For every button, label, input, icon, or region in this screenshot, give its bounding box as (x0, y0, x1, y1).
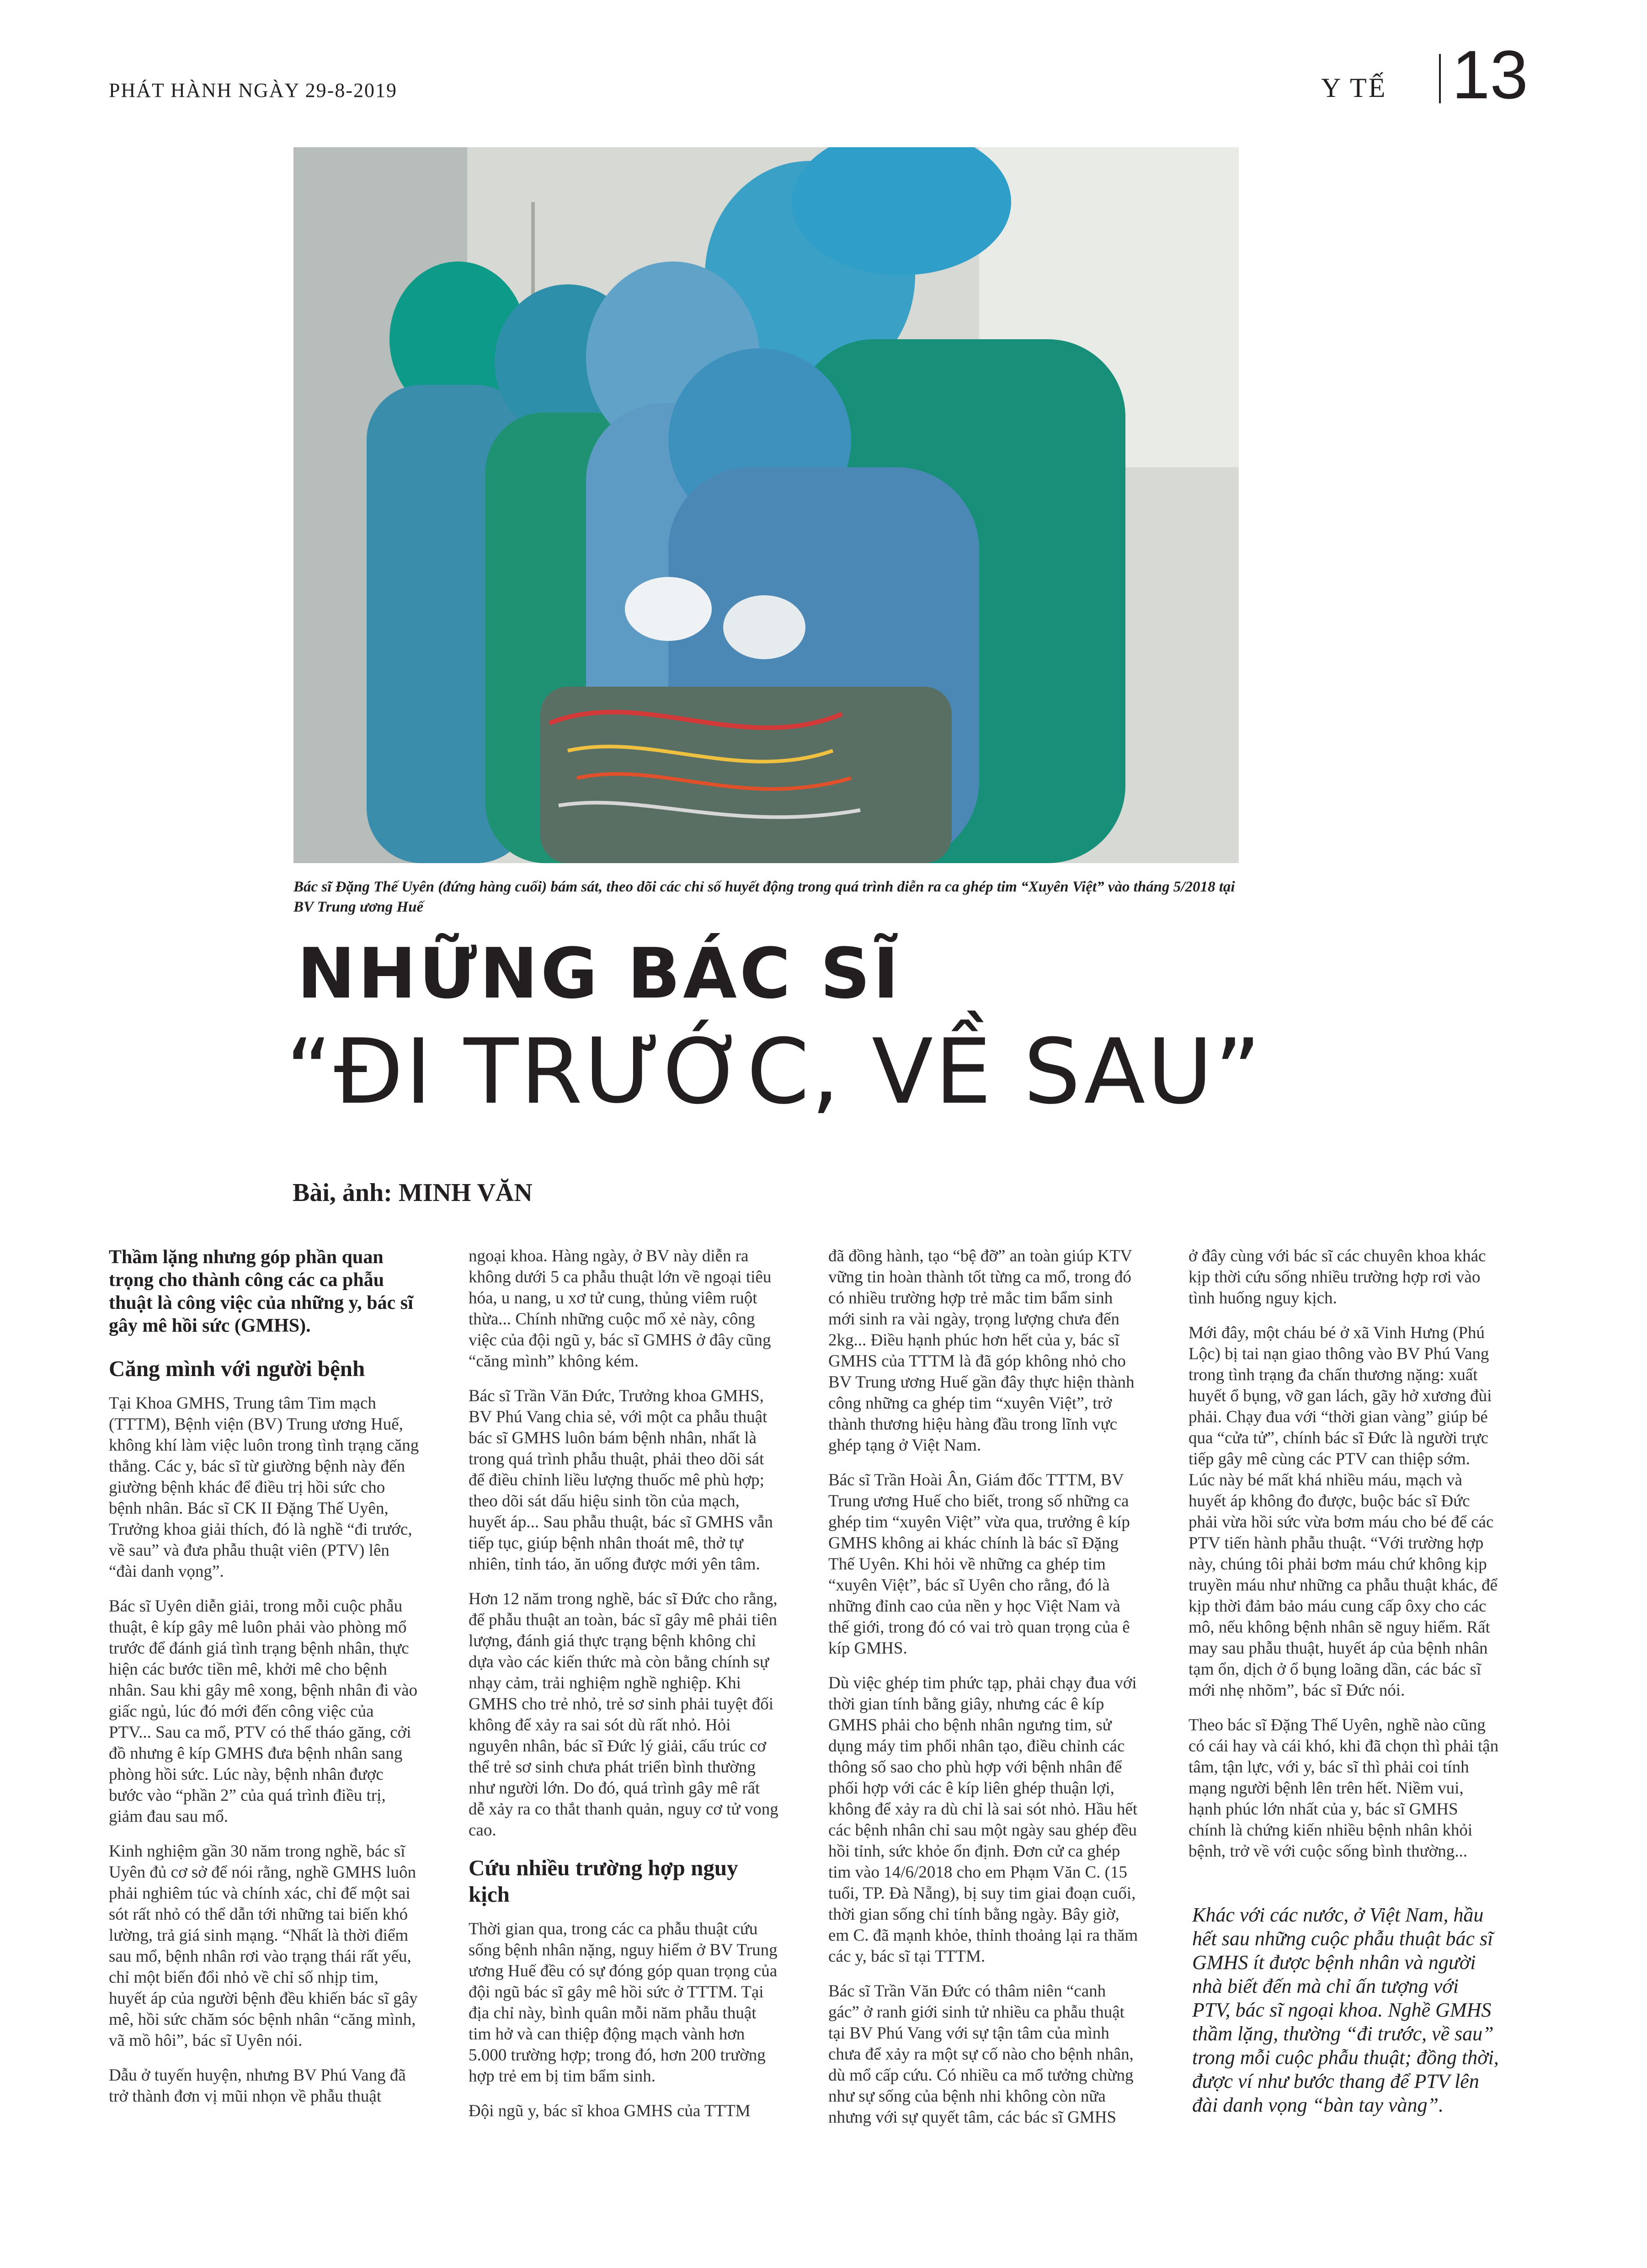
photo-caption: Bác sĩ Đặng Thế Uyên (đứng hàng cuối) bám sát, theo dõi các chỉ số huyết động trong quá trình diễn ra ca ghép tim “Xuyên Việt” vào tháng 5/2018 tại BV Trung ương Huế (293, 879, 1235, 915)
paragraph: Bác sĩ Trần Văn Đức, Trưởng khoa GMHS, BV Phú Vang chia sẻ, với một ca phẫu thuật bác sĩ GMHS luôn bám bệnh nhân, nhất là trong quá trình phẫu thuật, phải theo dõi sát để điều chỉnh liều lượng thuốc mê phù hợp; theo dõi sát dấu hiệu sinh tồn của mạch, huyết áp... Sau phẫu thuật, bác sĩ GMHS vẫn tiếp tục, giúp bệnh nhân thoát mê, thở tự nhiên, tỉnh táo, ăn uống được mới yên tâm. (469, 1387, 773, 1574)
header-divider (1439, 54, 1441, 103)
paragraph: đã đồng hành, tạo “bệ đỡ” an toàn giúp KTV vững tin hoàn thành tốt từng ca mổ, trong đó có nhiều trường hợp trẻ mắc tim bẩm sinh mới sinh ra vài ngày, trọng lượng chưa đến 2kg... Điều hạnh phúc hơn hết của y, bác sĩ GMHS của TTTM là đã góp không nhỏ cho BV Trung ương Huế gần đây thực hiện thành công những ca ghép tim “xuyên Việt”, trở thành thương hiệu hàng đầu trong lĩnh vực ghép tạng ở Việt Nam. (828, 1247, 1135, 1455)
article-column-3 (828, 1246, 1139, 2142)
paragraph: ngoại khoa. Hàng ngày, ở BV này diễn ra không dưới 5 ca phẫu thuật lớn về ngoại tiêu hóa, u nang, u xơ tử cung, thủng viêm ruột thừa... Chính những cuộc mổ xẻ này, công việc của đội ngũ y, bác sĩ GMHS ở đây cũng “căng mình” không kém. (469, 1247, 772, 1371)
paragraph: Bác sĩ Uyên diễn giải, trong mỗi cuộc phẫu thuật, ê kíp gây mê luôn phải vào phòng mổ trước để đánh giá tình trạng bệnh nhân, thực hiện các bước tiền mê, khởi mê cho bệnh nhân. Sau khi gây mê xong, bệnh nhân đi vào giấc ngủ, lúc đó mới đến công việc của PTV... Sau ca mổ, PTV có thể tháo găng, cởi đồ nhưng ê kíp GMHS đưa bệnh nhân sang phòng hồi sức. Lúc này, bệnh nhân được bước vào “phần 2” của quá trình điều trị, giảm đau sau mổ. (109, 1597, 418, 1826)
article-column-2 (469, 1246, 779, 2135)
subheading-2: Cứu nhiều trường hợp nguy kịch (469, 1855, 738, 1907)
article-column-1 (109, 1246, 420, 2121)
paragraph: Đội ngũ y, bác sĩ khoa GMHS của TTTM (469, 2102, 751, 2120)
pull-quote: Khác với các nước, ở Việt Nam, hầu hết sau những cuộc phẫu thuật bác sĩ GMHS ít được bệnh nhân và người nhà biết đến mà chỉ ấn tượng với PTV, bác sĩ ngoại khoa. Nghề GMHS thầm lặng, thường “đi trước, về sau” trong mỗi cuộc phẫu thuật; đồng thời, được ví như bước thang để PTV lên đài danh vọng “bàn tay vàng”. (1192, 1904, 1499, 2116)
paragraph: Thời gian qua, trong các ca phẫu thuật cứu sống bệnh nhân nặng, nguy hiểm ở BV Trung ương Huế đều có sự đóng góp quan trọng của đội ngũ bác sĩ gây mê hồi sức ở TTTM. Tại địa chỉ này, bình quân mỗi năm phẫu thuật tim hở và can thiệp động mạch vành hơn 5.000 trường hợp; trong đó, hơn 200 trường hợp trẻ em bị tim bẩm sinh. (469, 1920, 778, 2086)
release-date: PHÁT HÀNH NGÀY 29-8-2019 (109, 79, 397, 101)
page-number: 13 (1452, 36, 1528, 113)
paragraph: ở đây cùng với bác sĩ các chuyên khoa khác kịp thời cứu sống nhiều trường hợp rơi vào tình huống nguy kịch. (1189, 1247, 1486, 1307)
surgery-photo-illustration (293, 147, 1239, 863)
headline-line-1: NHỮNG BÁC SĨ (297, 933, 902, 1014)
subheading-1: Căng mình với người bệnh (109, 1356, 365, 1381)
surgery-photo (293, 147, 1239, 863)
paragraph: Bác sĩ Trần Hoài Ân, Giám đốc TTTM, BV Trung ương Huế cho biết, trong số những ca ghép tim “xuyên Việt” vừa qua, trưởng ê kíp GMHS không ai khác chính là bác sĩ Đặng Thế Uyên. Khi hỏi về những ca ghép tim “xuyên Việt”, bác sĩ Uyên cho rằng, đó là những đỉnh cao của nền y học Việt Nam và thế giới, trong đó có vai trò quan trọng của ê kíp GMHS. (828, 1471, 1130, 1658)
paragraph: Hơn 12 năm trong nghề, bác sĩ Đức cho rằng, để phẫu thuật an toàn, bác sĩ gây mê phải tiên lượng, đánh giá thực trạng bệnh không chỉ dựa vào các kiến thức mà còn bằng chính sự nhạy cảm, trải nghiệm nghề nghiệp. Khi GMHS cho trẻ nhỏ, trẻ sơ sinh phải tuyệt đối không để xảy ra sai sót dù rất nhỏ. Hỏi nguyên nhân, bác sĩ Đức lý giải, cấu trúc cơ thể trẻ sơ sinh chưa phát triển bình thường như người lớn. Do đó, quá trình gây mê rất dễ xảy ra co thắt thanh quản, nguy cơ tử vong cao. (469, 1590, 778, 1840)
article-column-4 (1189, 1246, 1499, 2131)
lead-paragraph: Thầm lặng nhưng góp phần quan trọng cho thành công các ca phẫu thuật là công việc của những y, bác sĩ gây mê hồi sức (GMHS). (109, 1247, 413, 1336)
section-name: Y TẾ (1321, 73, 1387, 103)
paragraph: Bác sĩ Trần Văn Đức có thâm niên “canh gác” ở ranh giới sinh tử nhiều ca phẫu thuật tại BV Phú Vang với sự tận tâm của mình chưa để xảy ra một sự cố nào cho bệnh nhân, dù mổ cấp cứu. Có nhiều ca mổ tưởng chừng như sự sống của bệnh nhi không còn nữa nhưng với sự quyết tâm, các bác sĩ GMHS (828, 1982, 1134, 2127)
paragraph: Tại Khoa GMHS, Trung tâm Tim mạch (TTTM), Bệnh viện (BV) Trung ương Huế, không khí làm việc luôn trong tình trạng căng thẳng. Các y, bác sĩ từ giường bệnh này đến giường bệnh khác để điều trị hồi sức cho bệnh nhân. Bác sĩ CK II Đặng Thế Uyên, Trưởng khoa giải thích, đó là nghề “đi trước, về sau” và đưa phẫu thuật viên (PTV) lên “đài danh vọng”. (109, 1394, 419, 1581)
headline-line-2: “ĐI TRƯỚC, VỀ SAU” (286, 1020, 1263, 1124)
paragraph: Theo bác sĩ Đặng Thế Uyên, nghề nào cũng có cái hay và cái khó, khi đã chọn thì phải tận tâm, tận lực, với y, bác sĩ thì phải coi tính mạng người bệnh lên trên hết. Niềm vui, hạnh phúc lớn nhất của y, bác sĩ GMHS chính là chứng kiến nhiều bệnh nhân khỏi bệnh, trở về với cuộc sống bình thường... (1189, 1716, 1499, 1861)
paragraph: Dẫu ở tuyến huyện, nhưng BV Phú Vang đã trở thành đơn vị mũi nhọn về phẫu thuật (109, 2066, 406, 2106)
paragraph: Kinh nghiệm gần 30 năm trong nghề, bác sĩ Uyên đủ cơ sở để nói rằng, nghề GMHS luôn phải nghiêm túc và chính xác, chỉ để một sai sót rất nhỏ có thể dẫn tới những tai biến khó lường, trả giá sinh mạng. “Nhất là thời điểm sau mổ, bệnh nhân rơi vào trạng thái rất yếu, chỉ một biến đổi nhỏ về chỉ số nhịp tim, huyết áp của người bệnh đều khiến bác sĩ gây mê, hồi sức chăm sóc bệnh nhân “căng mình, vã mồ hôi”, bác sĩ Uyên nói. (109, 1842, 418, 2050)
paragraph: Mới đây, một cháu bé ở xã Vinh Hưng (Phú Lộc) bị tai nạn giao thông vào BV Phú Vang trong tình trạng đa chấn thương nặng: xuất huyết ổ bụng, vỡ gan lách, gãy hở xương đùi phải. Chạy đua với “thời gian vàng” giúp bé qua “cửa tử”, chính bác sĩ Đức là người trực tiếp gây mê cùng các PTV can thiệp sớm. Lúc này bé mất khá nhiều máu, mạch và huyết áp không đo được, buộc bác sĩ Đức phải vừa hồi sức vừa bơm máu cho bé để các PTV tiến hành phẫu thuật. “Với trường hợp này, chúng tôi phải bơm máu chứ không kịp truyền máu như những ca phẫu thuật khác, để kịp thời đảm bảo máu cung cấp ôxy cho các mô, nếu không bệnh nhân sẽ nguy hiểm. Rất may sau phẫu thuật, huyết áp của bệnh nhân tạm ổn, dịch ở ổ bụng loãng dần, các bác sĩ mới nhẹ nhõm”, bác sĩ Đức nói. (1189, 1323, 1498, 1700)
byline: Bài, ảnh: MINH VĂN (293, 1179, 533, 1207)
paragraph: Dù việc ghép tim phức tạp, phải chạy đua với thời gian tính bằng giây, nhưng các ê kíp GMHS phải cho bệnh nhân ngưng tim, sử dụng máy tim phổi nhân tạo, điều chỉnh các thông số sao cho phù hợp với bệnh nhân để phối hợp với các ê kíp liên ghép thuận lợi, không để xảy ra dù chỉ là sai sót nhỏ. Hầu hết các bệnh nhân chỉ sau một ngày sau ghép đều hồi tỉnh, sức khỏe ổn định. Đơn cử ca ghép tim vào 14/6/2018 cho em Phạm Văn C. (15 tuổi, TP. Đà Nẵng), bị suy tim giai đoạn cuối, thời gian sống chỉ tính bằng ngày. Bây giờ, em C. đã mạnh khỏe, thỉnh thoảng lại ra thăm các y, bác sĩ tại TTTM. (828, 1674, 1138, 1966)
